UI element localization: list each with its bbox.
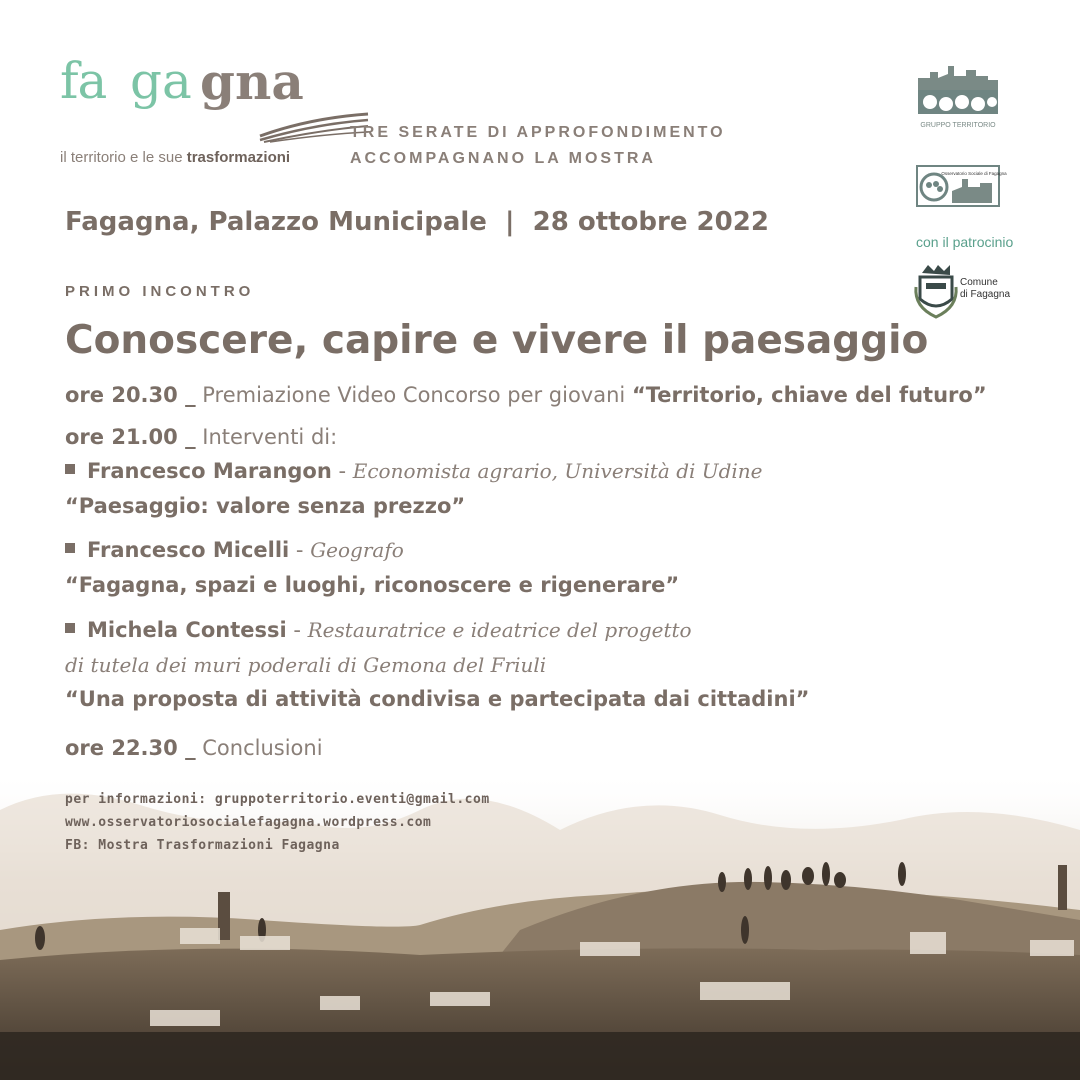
place-date: Fagagna, Palazzo Municipale | 28 ottobre 2022	[65, 207, 769, 237]
fagagna-logo	[60, 52, 320, 172]
speaker-role: Geografo	[310, 538, 404, 562]
time-2230: ore 22.30 _	[65, 736, 196, 760]
comune-line-1: Comune	[960, 277, 998, 288]
speaker-role-continued: di tutela dei muri poderali di Gemona del Friuli	[65, 653, 547, 677]
logo-part-gna: gna	[200, 52, 304, 111]
speaker-dash: -	[286, 618, 308, 642]
osservatorio-logo	[916, 165, 1007, 207]
logo-part-fa: fa	[60, 52, 107, 110]
program-text: Premiazione Video Concorso per giovani	[195, 383, 632, 407]
contact-info	[65, 788, 490, 857]
contact-email-line[interactable]: per informazioni: gruppoterritorio.eventi@gmail.com	[65, 792, 490, 807]
bullet-icon	[65, 464, 75, 474]
bullet-icon	[65, 623, 75, 633]
time-2100: ore 21.00 _	[65, 425, 196, 449]
logo-subtitle	[60, 149, 290, 166]
gruppo-territorio-label: GRUPPO TERRITORIO	[920, 122, 996, 129]
comune-crest-icon	[914, 263, 958, 319]
speaker-role: Economista agrario, Università di Udine	[352, 459, 763, 483]
eyebrow-primo-incontro: PRIMO INCONTRO	[65, 283, 255, 300]
speaker-dash: -	[331, 459, 353, 483]
intro-line-1: TRE SERATE DI APPROFONDIMENTO	[350, 124, 726, 141]
intro-text	[350, 120, 726, 172]
speaker-3	[65, 618, 692, 642]
gruppo-territorio-logo	[916, 64, 1000, 130]
bullet-icon	[65, 543, 75, 553]
comune-di-fagagna-logo	[914, 263, 1034, 319]
speaker-1	[65, 459, 763, 483]
program-text: Interventi di:	[195, 425, 338, 449]
speaker-role: Restauratrice e ideatrice del progetto	[307, 618, 692, 642]
contact-website-line[interactable]: www.osservatoriosocialefagagna.wordpress.com	[65, 815, 432, 830]
program-item-2100	[65, 425, 337, 449]
program-item-2230	[65, 736, 323, 760]
talk-3	[65, 687, 809, 711]
logo-part-ga: ga	[130, 52, 192, 110]
time-2030: ore 20.30 _	[65, 383, 196, 407]
program-item-2030	[65, 383, 987, 407]
speaker-3-role-continued	[65, 653, 546, 677]
speaker-dash: -	[289, 538, 311, 562]
program-text: Conclusioni	[195, 736, 323, 760]
intro-line-2: ACCOMPAGNANO LA MOSTRA	[350, 150, 656, 167]
speaker-name: Michela Contessi	[87, 618, 287, 642]
talk-title: “Fagagna, spazi e luoghi, riconoscere e rigenerare”	[65, 573, 680, 597]
logo-subtitle-bold: trasformazioni	[186, 149, 291, 166]
event-title: Conoscere, capire e vivere il paesaggio	[65, 318, 929, 363]
comune-text	[960, 277, 1010, 301]
talk-1	[65, 494, 465, 518]
speaker-name: Francesco Micelli	[87, 538, 290, 562]
comune-line-2: di Fagagna	[960, 289, 1011, 300]
speaker-2	[65, 538, 404, 562]
osservatorio-label: Osservatorio Sociale di Fagagna	[941, 171, 1007, 176]
patrocinio-label: con il patrocinio	[916, 234, 1014, 250]
talk-title: “Paesaggio: valore senza prezzo”	[65, 494, 466, 518]
program-quote: “Territorio, chiave del futuro”	[631, 383, 987, 407]
contact-facebook-line: FB: Mostra Trasformazioni Fagagna	[65, 838, 340, 853]
speaker-name: Francesco Marangon	[87, 459, 332, 483]
logo-subtitle-plain: il territorio e le sue	[60, 149, 187, 166]
talk-2	[65, 573, 679, 597]
talk-title: “Una proposta di attività condivisa e partecipata dai cittadini”	[65, 687, 810, 711]
